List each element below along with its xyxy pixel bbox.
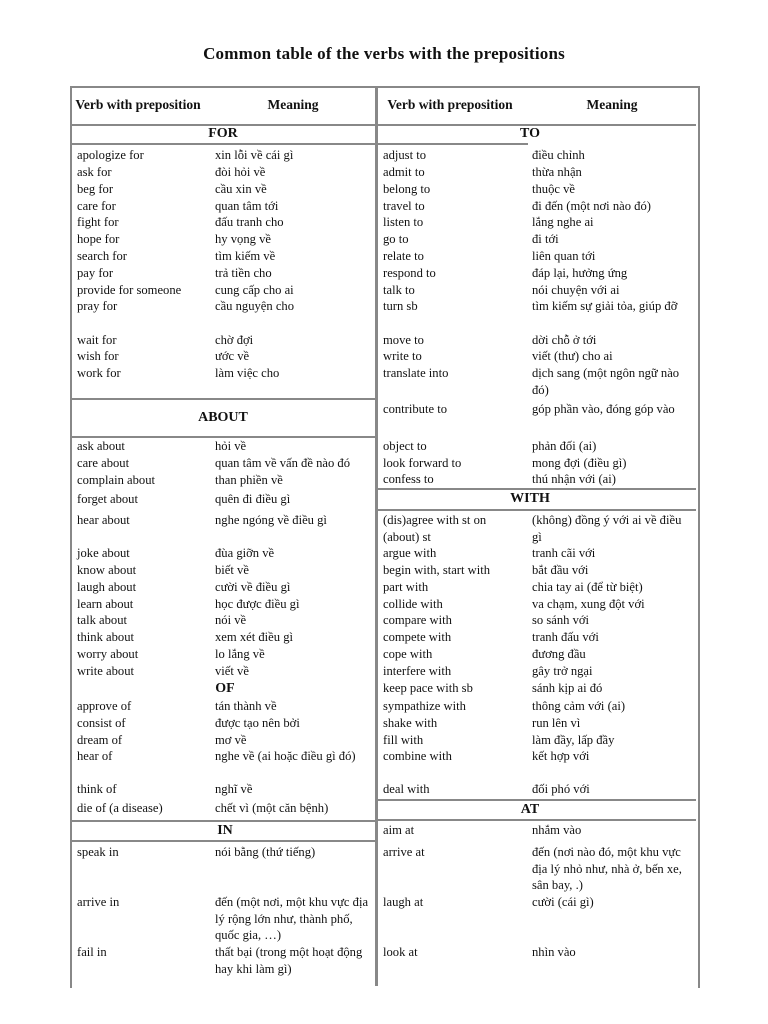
table-row-meaning: chờ đợi — [215, 333, 254, 347]
table-row-verb: wish for — [77, 349, 119, 363]
table-row-verb: travel to — [383, 199, 425, 213]
table-row-verb: confess to — [383, 472, 434, 486]
table-row-meaning: làm việc cho — [215, 366, 280, 380]
table-row-verb: sympathize with — [383, 699, 466, 713]
table-row-verb: relate to — [383, 249, 424, 263]
table-row-verb: translate into — [383, 366, 449, 380]
table-row-verb: care about — [77, 456, 130, 470]
table-row-meaning: than phiền về — [215, 473, 283, 487]
table-row-meaning: học được điều gì — [215, 597, 300, 611]
table-row-meaning: đến (một nơi, một khu vực địa lý rộng lớn như, thành phố, quốc gia, …) — [215, 895, 369, 942]
table-row-meaning: nhìn vào — [532, 945, 576, 959]
table-row-verb: adjust to — [383, 148, 427, 162]
table-row-meaning: bắt đầu với — [532, 563, 589, 577]
table-row-meaning: đòi hỏi về — [215, 165, 266, 179]
table-row-meaning: nhắm vào — [532, 823, 582, 837]
table-row-meaning: tán thành về — [215, 699, 277, 713]
table-row-meaning: quên đi điều gì — [215, 492, 291, 506]
table-row-meaning: viết về — [215, 664, 249, 678]
table-row-verb: part with — [383, 580, 429, 594]
table-row-meaning: góp phần vào, đóng góp vào — [532, 402, 675, 416]
table-row-meaning: đi tới — [532, 232, 559, 246]
table-row-verb: look forward to — [383, 456, 462, 470]
table-row-meaning: hỏi về — [215, 439, 247, 453]
table-row-verb: shake with — [383, 716, 438, 730]
table-row-meaning: liên quan tới — [532, 249, 596, 263]
table-row-verb: compare with — [383, 613, 452, 627]
table-row-verb: cope with — [383, 647, 433, 661]
table-row-verb: collide with — [383, 597, 443, 611]
table-row-meaning: ước về — [215, 349, 250, 363]
table-row-verb: compete with — [383, 630, 452, 644]
table-row-verb: aim at — [383, 823, 415, 837]
table-row-meaning: quan tâm tới — [215, 199, 279, 213]
table-row-meaning: so sánh với — [532, 613, 590, 627]
with-bottom-rule — [378, 509, 696, 511]
table-row-verb: pay for — [77, 266, 114, 280]
at-bottom-rule — [378, 819, 696, 821]
table-row-verb: write to — [383, 349, 422, 363]
table-row-meaning: run lên vì — [532, 716, 581, 730]
table-row-verb: care for — [77, 199, 116, 213]
table-row-meaning: chết vì (một căn bệnh) — [215, 801, 329, 815]
with-top-rule — [378, 488, 696, 490]
table-row-verb: contribute to — [383, 402, 448, 416]
table-row-verb: argue with — [383, 546, 437, 560]
table-row-meaning: thông cảm với (ai) — [532, 699, 626, 713]
table-row-verb: think about — [77, 630, 135, 644]
table-row-meaning: biết về — [215, 563, 249, 577]
about-top-rule — [70, 398, 375, 400]
table-row-verb: combine with — [383, 749, 452, 763]
table-row-meaning: làm đầy, lấp đầy — [532, 733, 615, 747]
table-row-meaning: mong đợi (điều gì) — [532, 456, 627, 470]
table-row-meaning: chia tay ai (để từ biệt) — [532, 580, 643, 594]
header-left-meaning: Meaning — [267, 97, 319, 112]
to-rule — [378, 143, 528, 145]
table-row-meaning: cung cấp cho ai — [215, 283, 294, 297]
table-row-verb: arrive at — [383, 845, 425, 859]
table-row-verb: belong to — [383, 182, 431, 196]
in-top-rule — [70, 820, 375, 822]
table-row-meaning: thuộc về — [532, 182, 576, 196]
table-row-meaning: sánh kịp ai đó — [532, 681, 603, 695]
at-top-rule — [378, 799, 696, 801]
table-row-verb: work for — [77, 366, 121, 380]
table-row-verb: hear of — [77, 749, 113, 763]
table-row-verb: begin with, start with — [383, 563, 491, 577]
table-row-verb: ask for — [77, 165, 112, 179]
column-divider — [375, 86, 378, 986]
table-row-verb: beg for — [77, 182, 114, 196]
table-row-meaning: gây trở ngại — [532, 664, 593, 678]
table-row-meaning: đấu tranh cho — [215, 215, 284, 229]
table-row-meaning: (không) đồng ý với ai về điều gì — [532, 513, 682, 544]
table-row-verb: look at — [383, 945, 418, 959]
table-row-verb: worry about — [77, 647, 139, 661]
table-row-verb: keep pace with sb — [383, 681, 473, 695]
table-row-meaning: nói bằng (thứ tiếng) — [215, 845, 316, 859]
table-row-verb: write about — [77, 664, 135, 678]
table-row-verb: fail in — [77, 945, 107, 959]
table-row-verb: consist of — [77, 716, 126, 730]
table-row-meaning: tranh cãi với — [532, 546, 596, 560]
table-row-meaning: lắng nghe ai — [532, 215, 594, 229]
table-row-verb: wait for — [77, 333, 117, 347]
table-row-verb: joke about — [77, 546, 130, 560]
table-row-meaning: tranh đấu với — [532, 630, 599, 644]
table-row-meaning: va chạm, xung đột với — [532, 597, 645, 611]
table-row-verb: hear about — [77, 513, 130, 527]
table-row-meaning: lo lắng về — [215, 647, 265, 661]
table-row-verb: listen to — [383, 215, 424, 229]
table-row-meaning: đùa giỡn về — [215, 546, 275, 560]
table-row-verb: move to — [383, 333, 424, 347]
page-title: Common table of the verbs with the prepositions — [203, 44, 565, 63]
table-row-verb: hope for — [77, 232, 120, 246]
section-of: OF — [215, 681, 235, 696]
in-bottom-rule — [70, 840, 375, 842]
table-row-verb: think of — [77, 782, 117, 796]
table-row-meaning: cầu xin về — [215, 182, 267, 196]
table-row-verb: talk to — [383, 283, 415, 297]
table-row-meaning: nói chuyện với ai — [532, 283, 620, 297]
table-row-verb: (dis)agree with st on (about) st — [383, 513, 487, 544]
table-row-meaning: đi đến (một nơi nào đó) — [532, 199, 651, 213]
table-row-verb: learn about — [77, 597, 134, 611]
table-row-meaning: điều chỉnh — [532, 148, 585, 162]
table-row-verb: provide for someone — [77, 283, 182, 297]
table-row-verb: fight for — [77, 215, 119, 229]
table-row-meaning: thú nhận với (ai) — [532, 472, 616, 486]
table-row-verb: die of (a disease) — [77, 801, 163, 815]
table-row-verb: complain about — [77, 473, 155, 487]
table-row-verb: turn sb — [383, 299, 418, 313]
table-row-meaning: cầu nguyện cho — [215, 299, 295, 313]
header-left-verb: Verb with preposition — [75, 97, 201, 112]
table-row-meaning: đương đầu — [532, 647, 586, 661]
table-row-verb: deal with — [383, 782, 430, 796]
table-row-meaning: tìm kiếm sự giải tỏa, giúp đỡ — [532, 299, 678, 313]
table-row-verb: go to — [383, 232, 409, 246]
table-row-verb: approve of — [77, 699, 132, 713]
table-row-verb: dream of — [77, 733, 123, 747]
table-row-meaning: cười về điều gì — [215, 580, 291, 594]
table-row-meaning: hy vọng về — [215, 232, 271, 246]
section-at: AT — [520, 802, 540, 817]
table-row-meaning: xem xét điều gì — [215, 630, 293, 644]
table-row-meaning: phản đối (ai) — [532, 439, 597, 453]
table-row-verb: pray for — [77, 299, 118, 313]
table-row-verb: talk about — [77, 613, 128, 627]
for-rule — [70, 143, 375, 145]
table-row-meaning: xin lỗi về cái gì — [215, 148, 294, 162]
table-row-meaning: tìm kiếm về — [215, 249, 276, 263]
table-row-meaning: nghe ngóng về điều gì — [215, 513, 327, 527]
table-row-meaning: mơ về — [215, 733, 247, 747]
table-row-meaning: quan tâm về vấn đề nào đó — [215, 456, 350, 470]
table-row-meaning: nghĩ về — [215, 782, 253, 796]
table-row-meaning: nói về — [215, 613, 247, 627]
table-row-verb: know about — [77, 563, 137, 577]
table-row-verb: arrive in — [77, 895, 120, 909]
table-row-verb: apologize for — [77, 148, 144, 162]
table-row-verb: respond to — [383, 266, 436, 280]
section-in: IN — [217, 823, 233, 838]
header-right-meaning: Meaning — [586, 97, 638, 112]
table-row-verb: ask about — [77, 439, 125, 453]
table-row-meaning: đối phó với — [532, 782, 590, 796]
table-row-meaning: thừa nhận — [532, 165, 582, 179]
table-row-meaning: được tạo nên bởi — [215, 716, 300, 730]
table-row-meaning: viết (thư) cho ai — [532, 349, 613, 363]
table-row-meaning: đáp lại, hưởng ứng — [532, 266, 628, 280]
table-row-meaning: nghe về (ai hoặc điều gì đó) — [215, 749, 356, 763]
section-about: ABOUT — [198, 410, 248, 425]
table-row-meaning: đến (nơi nào đó, một khu vực địa lý nhỏ như, nhà ở, bến xe, sân bay, .) — [532, 845, 682, 892]
table-row-verb: speak in — [77, 845, 119, 859]
table-row-verb: search for — [77, 249, 127, 263]
section-with: WITH — [510, 491, 550, 506]
table-row-verb: laugh about — [77, 580, 137, 594]
table-row-verb: fill with — [383, 733, 424, 747]
table-row-verb: laugh at — [383, 895, 424, 909]
table-row-meaning: trả tiền cho — [215, 266, 272, 280]
table-row-meaning: dời chỗ ở tới — [532, 333, 597, 347]
section-for: FOR — [208, 126, 238, 141]
table-row-verb: admit to — [383, 165, 425, 179]
table-row-meaning: cười (cái gì) — [532, 895, 594, 909]
table-row-verb: interfere with — [383, 664, 452, 678]
table-row-verb: object to — [383, 439, 427, 453]
section-to: TO — [520, 126, 540, 141]
table-row-verb: forget about — [77, 492, 138, 506]
table-row-meaning: thất bại (trong một hoạt động hay khi làm gì) — [215, 945, 363, 976]
table-row-meaning: kết hợp với — [532, 749, 590, 763]
table-row-meaning: dịch sang (một ngôn ngữ nào đó) — [532, 366, 680, 397]
header-right-verb: Verb with preposition — [387, 97, 513, 112]
